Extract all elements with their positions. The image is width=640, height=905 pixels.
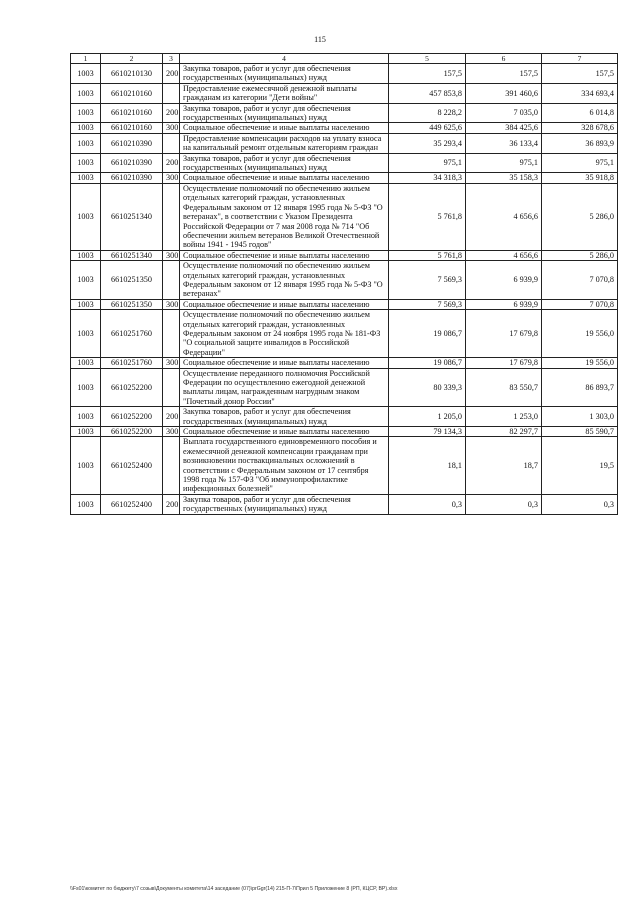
value-year-1-cell: 5 761,8 — [389, 183, 466, 250]
value-year-2-cell: 6 939,9 — [466, 299, 542, 309]
value-year-1-cell: 0,3 — [389, 494, 466, 514]
value-year-2-cell: 18,7 — [466, 437, 542, 494]
value-year-1-cell: 79 134,3 — [389, 427, 466, 437]
value-year-3-cell: 7 070,8 — [542, 261, 618, 300]
value-year-2-cell: 4 656,6 — [466, 250, 542, 260]
value-year-2-cell: 384 425,6 — [466, 123, 542, 133]
code-cell: 6610252400 — [101, 494, 163, 514]
header-col-1: 1 — [71, 54, 101, 64]
code-cell: 6610251350 — [101, 299, 163, 309]
value-year-1-cell: 457 853,8 — [389, 83, 466, 103]
section-cell: 1003 — [71, 64, 101, 84]
table-row — [71, 123, 618, 133]
section-cell: 1003 — [71, 133, 101, 153]
value-year-2-cell: 6 939,9 — [466, 261, 542, 300]
code-cell: 6610251350 — [101, 261, 163, 300]
expense-type-cell — [163, 437, 180, 494]
table-row — [71, 299, 618, 309]
name-cell: Закупка товаров, работ и услуг для обеспечения государственных (муниципальных) нужд — [180, 494, 389, 514]
table-row — [71, 103, 618, 123]
section-cell: 1003 — [71, 261, 101, 300]
code-cell: 6610252200 — [101, 368, 163, 407]
value-year-2-cell: 36 133,4 — [466, 133, 542, 153]
page-number: 115 — [314, 35, 326, 44]
table-row — [71, 407, 618, 427]
table-row — [71, 310, 618, 358]
name-cell: Закупка товаров, работ и услуг для обеспечения государственных (муниципальных) нужд — [180, 407, 389, 427]
table-row — [71, 153, 618, 173]
value-year-1-cell: 35 293,4 — [389, 133, 466, 153]
expense-type-cell: 300 — [163, 173, 180, 183]
header-col-4: 4 — [180, 54, 389, 64]
value-year-1-cell: 18,1 — [389, 437, 466, 494]
expense-type-cell — [163, 83, 180, 103]
name-cell: Социальное обеспечение и иные выплаты населению — [180, 123, 389, 133]
value-year-2-cell: 4 656,6 — [466, 183, 542, 250]
table-row — [71, 358, 618, 368]
code-cell: 6610251760 — [101, 358, 163, 368]
value-year-2-cell: 35 158,3 — [466, 173, 542, 183]
section-cell: 1003 — [71, 173, 101, 183]
name-cell: Выплата государственного единовременного пособия и ежемесячной денежной компенсации гражданам при возникновении поствакцинальных осложнений в соответствии с Федеральным законом от 17 сентября 1998 года № 157-ФЗ "Об иммунопрофилактике инфекционных болезней" — [180, 437, 389, 494]
section-cell: 1003 — [71, 310, 101, 358]
expense-type-cell: 300 — [163, 123, 180, 133]
section-cell: 1003 — [71, 103, 101, 123]
expense-type-cell: 200 — [163, 64, 180, 84]
value-year-3-cell: 5 286,0 — [542, 183, 618, 250]
value-year-1-cell: 975,1 — [389, 153, 466, 173]
header-row — [71, 54, 618, 64]
value-year-3-cell: 975,1 — [542, 153, 618, 173]
name-cell: Закупка товаров, работ и услуг для обеспечения государственных (муниципальных) нужд — [180, 153, 389, 173]
table-row — [71, 368, 618, 407]
section-cell: 1003 — [71, 494, 101, 514]
value-year-1-cell: 19 086,7 — [389, 310, 466, 358]
section-cell: 1003 — [71, 153, 101, 173]
section-cell: 1003 — [71, 83, 101, 103]
value-year-3-cell: 157,5 — [542, 64, 618, 84]
name-cell: Социальное обеспечение и иные выплаты населению — [180, 427, 389, 437]
table-row — [71, 183, 618, 250]
name-cell: Осуществление переданного полномочия Российской Федерации по осуществлению ежегодной денежной выплаты лицам, награжденным нагрудным знаком "Почетный донор России" — [180, 368, 389, 407]
table-row — [71, 83, 618, 103]
table-row — [71, 173, 618, 183]
section-cell: 1003 — [71, 123, 101, 133]
code-cell: 6610210390 — [101, 173, 163, 183]
expense-type-cell: 300 — [163, 427, 180, 437]
value-year-3-cell: 5 286,0 — [542, 250, 618, 260]
name-cell: Предоставление ежемесячной денежной выплаты гражданам из категории "Дети войны" — [180, 83, 389, 103]
name-cell: Закупка товаров, работ и услуг для обеспечения государственных (муниципальных) нужд — [180, 103, 389, 123]
value-year-3-cell: 1 303,0 — [542, 407, 618, 427]
value-year-2-cell: 157,5 — [466, 64, 542, 84]
value-year-1-cell: 7 569,3 — [389, 299, 466, 309]
value-year-1-cell: 8 228,2 — [389, 103, 466, 123]
value-year-1-cell: 5 761,8 — [389, 250, 466, 260]
value-year-2-cell: 83 550,7 — [466, 368, 542, 407]
table-row — [71, 261, 618, 300]
value-year-3-cell: 7 070,8 — [542, 299, 618, 309]
value-year-1-cell: 157,5 — [389, 64, 466, 84]
header-col-2: 2 — [101, 54, 163, 64]
expense-type-cell: 200 — [163, 103, 180, 123]
value-year-2-cell: 391 460,6 — [466, 83, 542, 103]
expense-type-cell — [163, 368, 180, 407]
code-cell: 6610210160 — [101, 123, 163, 133]
value-year-2-cell: 0,3 — [466, 494, 542, 514]
table-row — [71, 494, 618, 514]
code-cell: 6610251340 — [101, 250, 163, 260]
code-cell: 6610252200 — [101, 427, 163, 437]
value-year-2-cell: 17 679,8 — [466, 310, 542, 358]
section-cell: 1003 — [71, 437, 101, 494]
code-cell: 6610210390 — [101, 153, 163, 173]
code-cell: 6610251760 — [101, 310, 163, 358]
expense-type-cell: 300 — [163, 299, 180, 309]
name-cell: Закупка товаров, работ и услуг для обеспечения государственных (муниципальных) нужд — [180, 64, 389, 84]
expense-type-cell: 300 — [163, 250, 180, 260]
value-year-2-cell: 17 679,8 — [466, 358, 542, 368]
expense-type-cell: 300 — [163, 358, 180, 368]
code-cell: 6610210130 — [101, 64, 163, 84]
table-body — [71, 64, 618, 515]
value-year-1-cell: 19 086,7 — [389, 358, 466, 368]
section-cell: 1003 — [71, 368, 101, 407]
code-cell: 6610210390 — [101, 133, 163, 153]
section-cell: 1003 — [71, 407, 101, 427]
section-cell: 1003 — [71, 358, 101, 368]
expense-type-cell — [163, 261, 180, 300]
table-row — [71, 133, 618, 153]
value-year-3-cell: 334 693,4 — [542, 83, 618, 103]
value-year-3-cell: 19 556,0 — [542, 310, 618, 358]
name-cell: Социальное обеспечение и иные выплаты населению — [180, 250, 389, 260]
value-year-3-cell: 328 678,6 — [542, 123, 618, 133]
name-cell: Социальное обеспечение и иные выплаты населению — [180, 299, 389, 309]
header-col-3: 3 — [163, 54, 180, 64]
file-path-footer: \\Fs01\комитет по бюджету\7 созыв\Документы комитета\14 заседание (07)\prGgr(14) 215-П-7\Прил 5 Приложение 8 (РП, КЦСР, ВР).xlsx — [70, 886, 398, 892]
section-cell: 1003 — [71, 250, 101, 260]
section-cell: 1003 — [71, 183, 101, 250]
table-row — [71, 437, 618, 494]
expense-type-cell: 200 — [163, 494, 180, 514]
budget-table — [70, 53, 618, 515]
value-year-1-cell: 449 625,6 — [389, 123, 466, 133]
code-cell: 6610251340 — [101, 183, 163, 250]
value-year-3-cell: 85 590,7 — [542, 427, 618, 437]
value-year-1-cell: 1 205,0 — [389, 407, 466, 427]
expense-type-cell — [163, 310, 180, 358]
table-row — [71, 250, 618, 260]
table-row — [71, 64, 618, 84]
value-year-3-cell: 0,3 — [542, 494, 618, 514]
table-row — [71, 427, 618, 437]
name-cell: Социальное обеспечение и иные выплаты населению — [180, 358, 389, 368]
value-year-3-cell: 36 893,9 — [542, 133, 618, 153]
expense-type-cell: 200 — [163, 407, 180, 427]
section-cell: 1003 — [71, 427, 101, 437]
code-cell: 6610252400 — [101, 437, 163, 494]
value-year-3-cell: 35 918,8 — [542, 173, 618, 183]
expense-type-cell: 200 — [163, 153, 180, 173]
value-year-3-cell: 6 014,8 — [542, 103, 618, 123]
header-col-5: 5 — [389, 54, 466, 64]
expense-type-cell — [163, 183, 180, 250]
value-year-3-cell: 19,5 — [542, 437, 618, 494]
value-year-3-cell: 19 556,0 — [542, 358, 618, 368]
value-year-2-cell: 1 253,0 — [466, 407, 542, 427]
name-cell: Осуществление полномочий по обеспечению жильем отдельных категорий граждан, установленных Федеральным законом от 24 ноября 1995 года № 181-ФЗ "О социальной защите инвалидов в Российской Федерации" — [180, 310, 389, 358]
header-col-6: 6 — [466, 54, 542, 64]
code-cell: 6610252200 — [101, 407, 163, 427]
name-cell: Социальное обеспечение и иные выплаты населению — [180, 173, 389, 183]
value-year-1-cell: 80 339,3 — [389, 368, 466, 407]
section-cell: 1003 — [71, 299, 101, 309]
value-year-2-cell: 82 297,7 — [466, 427, 542, 437]
expense-type-cell — [163, 133, 180, 153]
value-year-2-cell: 7 035,0 — [466, 103, 542, 123]
code-cell: 6610210160 — [101, 103, 163, 123]
code-cell: 6610210160 — [101, 83, 163, 103]
value-year-1-cell: 34 318,3 — [389, 173, 466, 183]
name-cell: Осуществление полномочий по обеспечению жильем отдельных категорий граждан, установленных Федеральным законом от 12 января 1995 года № 5-ФЗ "О ветеранах" — [180, 261, 389, 300]
value-year-3-cell: 86 893,7 — [542, 368, 618, 407]
name-cell: Предоставление компенсации расходов на уплату взноса на капитальный ремонт отдельным категориям граждан — [180, 133, 389, 153]
header-col-7: 7 — [542, 54, 618, 64]
name-cell: Осуществление полномочий по обеспечению жильем отдельных категорий граждан, установленных Федеральным законом от 12 января 1995 года № 5-ФЗ "О ветеранах", в соответствии с Указом Президента Российской Федерации от 7 мая 2008 года № 714 "Об обеспечении жильем ветеранов Великой Отечественной войны 1941 - 1945 годов" — [180, 183, 389, 250]
value-year-1-cell: 7 569,3 — [389, 261, 466, 300]
value-year-2-cell: 975,1 — [466, 153, 542, 173]
